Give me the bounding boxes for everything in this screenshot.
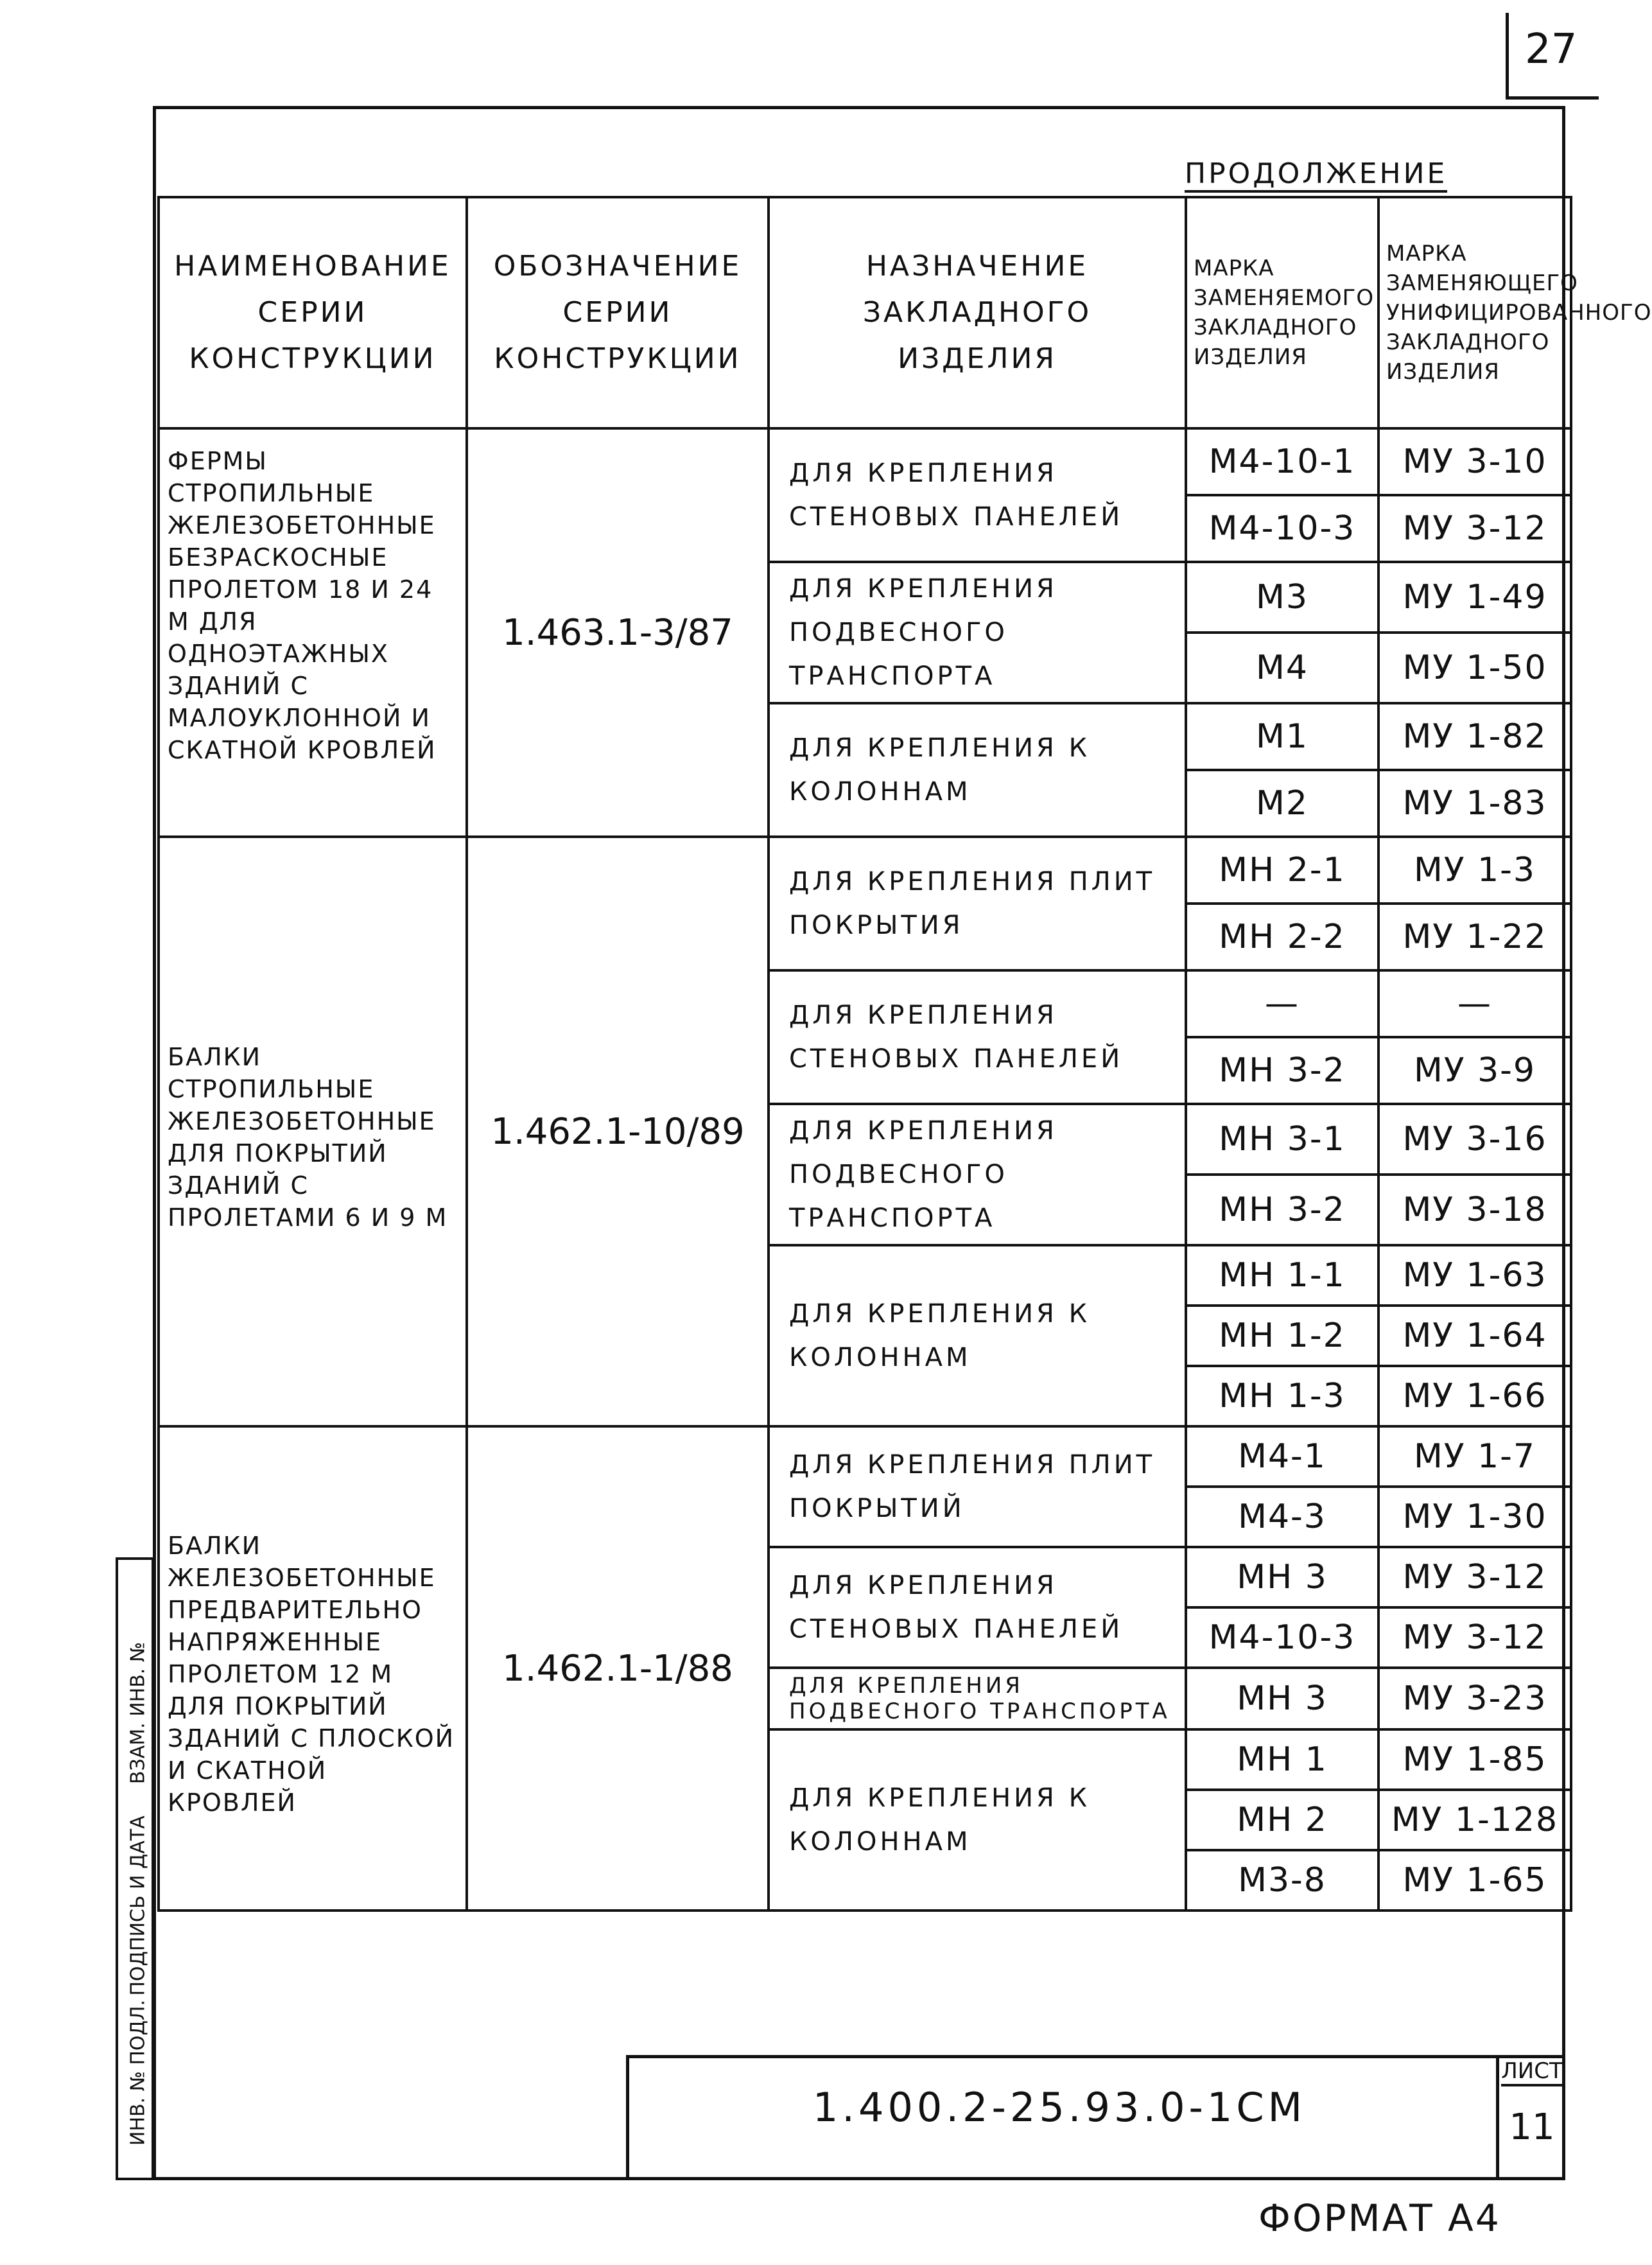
replaced-mark: МН 3-2 <box>1186 1175 1378 1245</box>
purpose-cell: ДЛЯ КРЕПЛЕНИЯ СТЕНОВЫХ ПАНЕЛЕЙ <box>769 970 1186 1104</box>
replaced-mark: М4-3 <box>1186 1487 1378 1547</box>
replacing-mark: МУ 3-16 <box>1378 1104 1571 1175</box>
purpose-cell: ДЛЯ КРЕПЛЕНИЯ ПОДВЕСНОГО ТРАНСПОРТА <box>769 562 1186 703</box>
format-label: ФОРМАТ А4 <box>1258 2196 1501 2240</box>
table-row <box>159 428 1571 495</box>
continuation-label: ПРОДОЛЖЕНИЕ <box>1185 157 1447 193</box>
replaced-mark: МН 1 <box>1186 1729 1378 1790</box>
replaced-mark: МН 2 <box>1186 1790 1378 1850</box>
replacing-mark: МУ 3-9 <box>1378 1037 1571 1104</box>
purpose-cell: ДЛЯ КРЕПЛЕНИЯ СТЕНОВЫХ ПАНЕЛЕЙ <box>769 428 1186 562</box>
replacing-mark: МУ 1-85 <box>1378 1729 1571 1790</box>
replaced-mark: МН 1-3 <box>1186 1366 1378 1426</box>
header-series-code: ОБОЗНАЧЕНИЕ СЕРИИ КОНСТРУКЦИИ <box>467 197 769 428</box>
replaced-mark: М4-10-3 <box>1186 1607 1378 1668</box>
purpose-cell: ДЛЯ КРЕПЛЕНИЯ ПЛИТ ПОКРЫТИЙ <box>769 1426 1186 1547</box>
replacing-mark: МУ 1-7 <box>1378 1426 1571 1487</box>
embedded-parts-table <box>157 196 1652 1912</box>
purpose-cell: ДЛЯ КРЕПЛЕНИЯ ПОДВЕСНОГО ТРАНСПОРТА <box>769 1104 1186 1245</box>
replaced-mark: М3 <box>1186 562 1378 633</box>
replacing-mark: МУ 1-83 <box>1378 770 1571 837</box>
side-label-replace: ВЗАМ. ИНВ. № <box>126 1641 150 1785</box>
purpose-cell: ДЛЯ КРЕПЛЕНИЯ ПЛИТ ПОКРЫТИЯ <box>769 837 1186 970</box>
series-code: 1.462.1-10/89 <box>467 837 769 1426</box>
replacing-mark: МУ 1-3 <box>1378 837 1571 904</box>
series-code: 1.463.1-3/87 <box>467 428 769 837</box>
replaced-mark: МН 3-1 <box>1186 1104 1378 1175</box>
header-replacing-mark: МАРКА ЗАМЕНЯЮЩЕГО УНИФИЦИРОВАННОГО ЗАКЛАДНОГО ИЗДЕЛИЯ <box>1378 197 1571 428</box>
replacing-mark: МУ 1-63 <box>1378 1245 1571 1306</box>
replacing-mark: МУ 1-128 <box>1378 1790 1571 1850</box>
purpose-cell: ДЛЯ КРЕПЛЕНИЯ ПОДВЕСНОГО ТРАНСПОРТА <box>769 1668 1186 1729</box>
replacing-mark: МУ 1-66 <box>1378 1366 1571 1426</box>
header-series-name: НАИМЕНОВАНИЕ СЕРИИ КОНСТРУКЦИИ <box>159 197 467 428</box>
replacing-mark: МУ 1-22 <box>1378 904 1571 970</box>
sheet-number: 11 <box>1509 2106 1555 2148</box>
sheet-label: ЛИСТ <box>1501 2058 1563 2086</box>
replaced-mark: МН 2-1 <box>1186 837 1378 904</box>
replaced-mark: М4 <box>1186 633 1378 703</box>
replacing-mark: — <box>1378 970 1571 1037</box>
replacing-mark: МУ 3-23 <box>1378 1668 1571 1729</box>
replaced-mark: МН 1-2 <box>1186 1306 1378 1366</box>
replaced-mark: М4-10-3 <box>1186 495 1378 562</box>
purpose-cell: ДЛЯ КРЕПЛЕНИЯ К КОЛОННАМ <box>769 703 1186 837</box>
purpose-cell: ДЛЯ КРЕПЛЕНИЯ К КОЛОННАМ <box>769 1729 1186 1911</box>
header-purpose: НАЗНАЧЕНИЕ ЗАКЛАДНОГО ИЗДЕЛИЯ <box>769 197 1186 428</box>
header-replaced-mark: МАРКА ЗАМЕНЯЕМОГО ЗАКЛАДНОГО ИЗДЕЛИЯ <box>1186 197 1378 428</box>
series-name: БАЛКИ СТРОПИЛЬНЫЕ ЖЕЛЕЗОБЕТОННЫЕ ДЛЯ ПОКРЫТИЙ ЗДАНИЙ С ПРОЛЕТАМИ 6 И 9 М <box>159 837 467 1426</box>
replacing-mark: МУ 3-18 <box>1378 1175 1571 1245</box>
replacing-mark: МУ 1-64 <box>1378 1306 1571 1366</box>
replacing-mark: МУ 3-12 <box>1378 495 1571 562</box>
replacing-mark: МУ 1-50 <box>1378 633 1571 703</box>
replaced-mark: МН 3 <box>1186 1547 1378 1607</box>
replaced-mark: МН 1-1 <box>1186 1245 1378 1306</box>
replacing-mark: МУ 1-82 <box>1378 703 1571 770</box>
table-row <box>159 1426 1571 1487</box>
replaced-mark: М4-10-1 <box>1186 428 1378 495</box>
purpose-cell: ДЛЯ КРЕПЛЕНИЯ К КОЛОННАМ <box>769 1245 1186 1426</box>
side-label-inv: ИНВ. № ПОДЛ. <box>126 1999 150 2146</box>
replaced-mark: М2 <box>1186 770 1378 837</box>
series-name: ФЕРМЫ СТРОПИЛЬНЫЕ ЖЕЛЕЗОБЕТОННЫЕ БЕЗРАСКОСНЫЕ ПРОЛЕТОМ 18 И 24 М ДЛЯ ОДНОЭТАЖНЫХ ЗДАНИЙ С МАЛОУКЛОННОЙ И СКАТНОЙ КРОВЛЕЙ <box>159 428 467 837</box>
replacing-mark: МУ 3-12 <box>1378 1607 1571 1668</box>
replaced-mark: М4-1 <box>1186 1426 1378 1487</box>
replaced-mark: МН 2-2 <box>1186 904 1378 970</box>
page-number: 27 <box>1525 26 1578 73</box>
replacing-mark: МУ 1-49 <box>1378 562 1571 633</box>
replacing-mark: МУ 3-10 <box>1378 428 1571 495</box>
purpose-cell: ДЛЯ КРЕПЛЕНИЯ СТЕНОВЫХ ПАНЕЛЕЙ <box>769 1547 1186 1668</box>
series-name: БАЛКИ ЖЕЛЕЗОБЕТОННЫЕ ПРЕДВАРИТЕЛЬНО НАПРЯЖЕННЫЕ ПРОЛЕТОМ 12 М ДЛЯ ПОКРЫТИЙ ЗДАНИЙ С ПЛОСКОЙ И СКАТНОЙ КРОВЛЕЙ <box>159 1426 467 1911</box>
table-row <box>159 837 1571 904</box>
side-label-sign: ПОДПИСЬ И ДАТА <box>126 1815 150 1996</box>
series-code: 1.462.1-1/88 <box>467 1426 769 1911</box>
table-header-row <box>159 197 1571 428</box>
document-code: 1.400.2-25.93.0-1СМ <box>812 2084 1307 2131</box>
replaced-mark: МН 3-2 <box>1186 1037 1378 1104</box>
replacing-mark: МУ 3-12 <box>1378 1547 1571 1607</box>
replacing-mark: МУ 1-65 <box>1378 1850 1571 1911</box>
replaced-mark: М1 <box>1186 703 1378 770</box>
replaced-mark: М3-8 <box>1186 1850 1378 1911</box>
replacing-mark: МУ 1-30 <box>1378 1487 1571 1547</box>
replaced-mark: — <box>1186 970 1378 1037</box>
replaced-mark: МН 3 <box>1186 1668 1378 1729</box>
